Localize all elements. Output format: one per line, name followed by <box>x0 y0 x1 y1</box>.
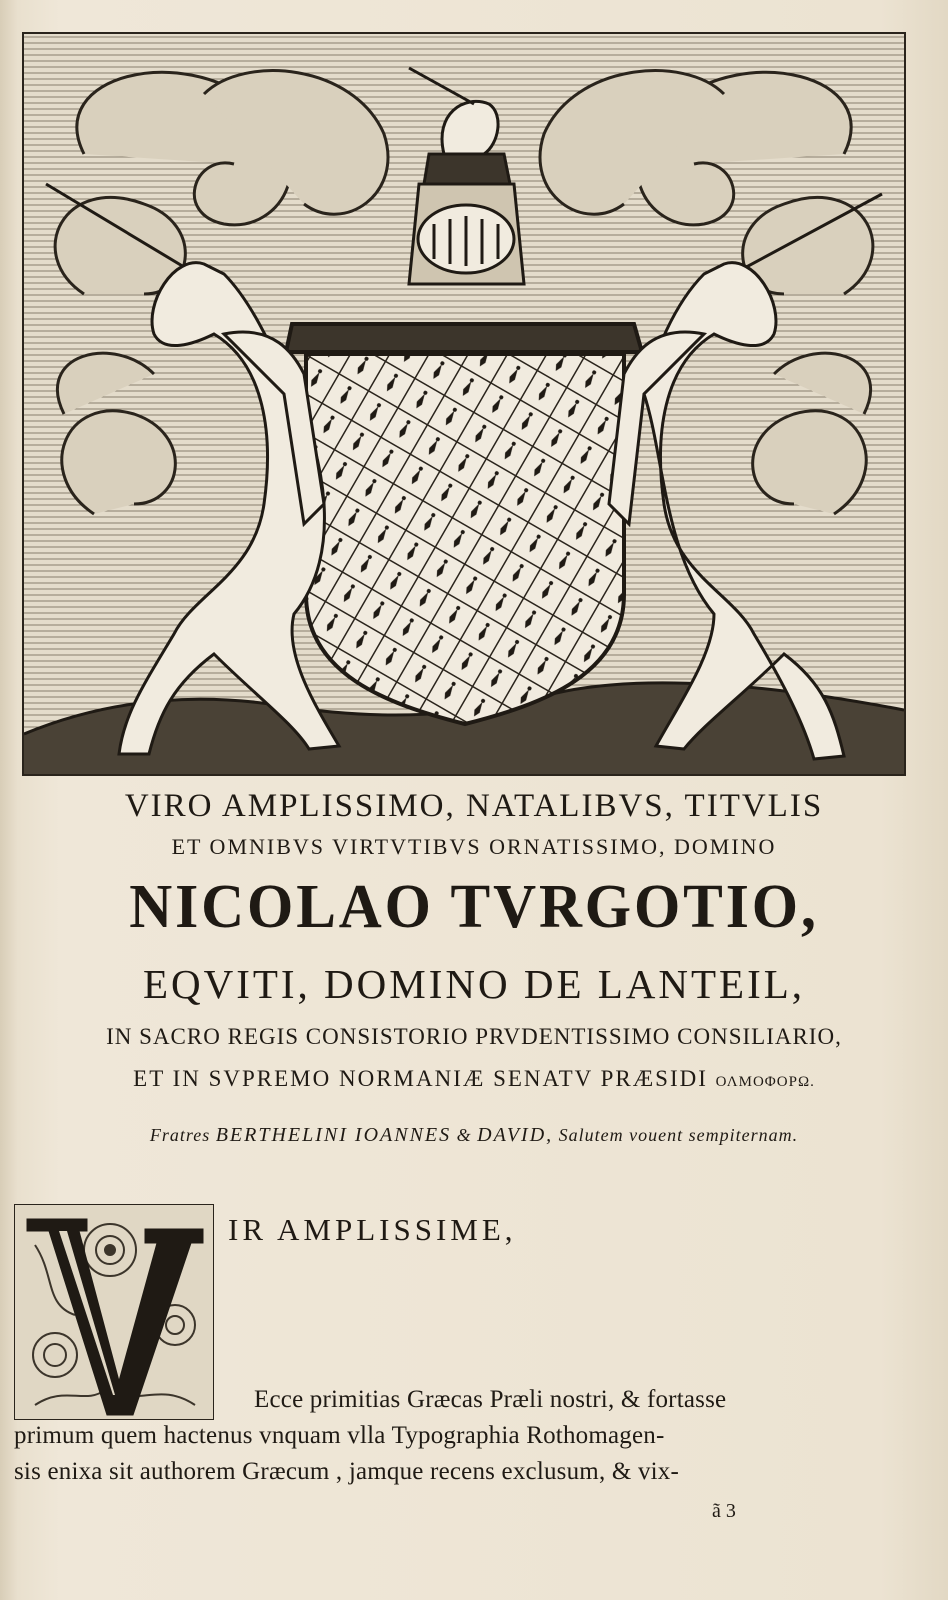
signature-mark: ã 3 <box>712 1500 736 1522</box>
letter-salutation: IR AMPLISSIME, <box>228 1212 517 1247</box>
coat-of-arms-engraving-icon <box>22 32 906 776</box>
dedicatee-office: IN SACRO REGIS CONSISTORIO PRVDENTISSIMO CONSILIARIO, <box>106 1024 842 1049</box>
dedicatee-name: NICOLAO TVRGOTIO, <box>129 873 819 941</box>
letter-line-2: primum quem hactenus vnquam vlla Typographia Rothomagen- <box>14 1422 665 1449</box>
dedicators-ampersand: & <box>456 1125 472 1145</box>
presidency-text: ET IN SVPREMO NORMANIÆ SENATV PRÆSIDI <box>133 1066 708 1091</box>
dedicators-name-2: DAVID, <box>477 1124 554 1146</box>
dedicators-line <box>0 1124 948 1147</box>
dedicators-prefix: Fratres <box>149 1125 211 1145</box>
dedication-line-2: ET OMNIBVS VIRTVTIBVS ORNATISSIMO, DOMINO <box>171 834 777 859</box>
dedication-line-1: VIRO AMPLISSIMO, NATALIBVS, TITVLIS <box>124 788 824 824</box>
dedicators-names: BERTHELINI IOANNES <box>215 1124 452 1146</box>
greek-epithet: ΟΛΜΟΦΟΡΩ. <box>715 1074 815 1090</box>
dedicators-suffix: Salutem vouent sempiternam. <box>558 1125 799 1145</box>
letter-line-1: Ecce primitias Græcas Præli nostri, & fortasse <box>254 1386 727 1413</box>
dedicatee-title: EQVITI, DOMINO DE LANTEIL, <box>142 961 806 1007</box>
letter-line-3: sis enixa sit authorem Græcum , jamque recens exclusum, & vix- <box>14 1458 680 1485</box>
dedicatee-presidency <box>0 1066 948 1092</box>
floral-initial-v-icon <box>14 1204 214 1420</box>
